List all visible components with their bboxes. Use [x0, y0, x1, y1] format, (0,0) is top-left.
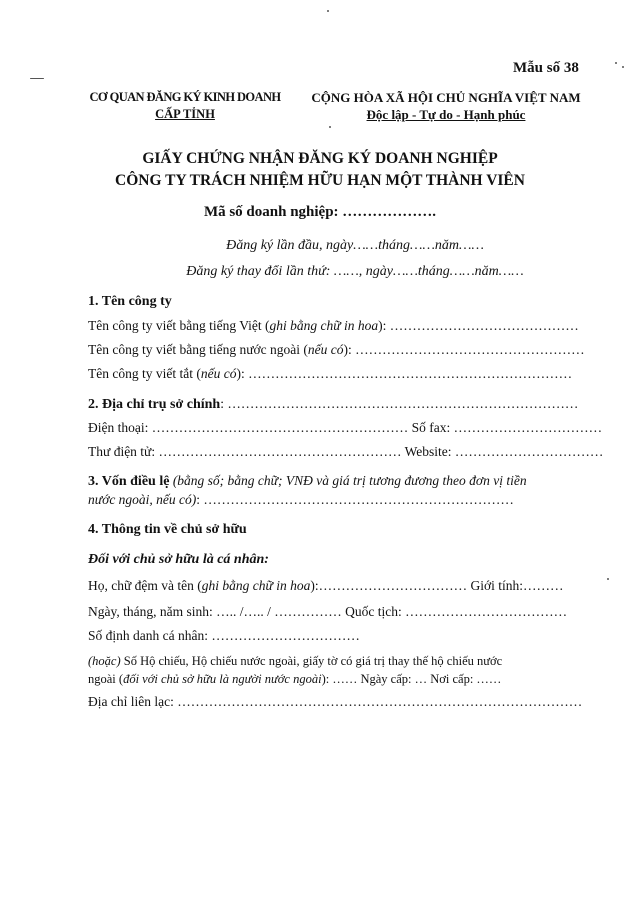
- company-name-foreign: Tên công ty viết bằng tiếng nước ngoài (nếu có): ……………………………………………: [88, 342, 585, 357]
- company-name-vn: Tên công ty viết bằng tiếng Việt (ghi bằng chữ in hoa): ……………………………………: [88, 318, 579, 333]
- issuer-line2: CẤP TỈNH: [155, 107, 215, 121]
- owner-name-line: Họ, chữ đệm và tên (ghi bằng chữ in hoa):…………………………… Giới tính:………: [88, 578, 564, 593]
- scan-speck: [607, 578, 609, 580]
- document-title-line2: CÔNG TY TRÁCH NHIỆM HỮU HẠN MỘT THÀNH VIÊN: [115, 172, 525, 189]
- form-number: Mẫu số 38: [513, 60, 579, 76]
- scan-speck: [622, 66, 624, 68]
- individual-owner-heading: Đối với chủ sở hữu là cá nhân:: [88, 552, 269, 567]
- change-registration: Đăng ký thay đổi lần thứ: ……, ngày……tháng……năm……: [186, 264, 524, 279]
- company-name-short: Tên công ty viết tắt (nếu có): ………………………………………………………………: [88, 366, 573, 381]
- issuer-line1: CƠ QUAN ĐĂNG KÝ KINH DOANH: [89, 90, 281, 104]
- section3-line2: nước ngoài, nếu có): ……………………………………………………………: [88, 492, 514, 507]
- republic-motto: Độc lập - Tự do - Hạnh phúc: [366, 107, 526, 122]
- section4-heading: 4. Thông tin về chủ sở hữu: [88, 522, 247, 537]
- section2-heading: 2. Địa chỉ trụ sở chính: ……………………………………………………………………: [88, 396, 579, 412]
- contact-address-line: Địa chỉ liên lạc: ………………………………………………………………………………: [88, 694, 583, 709]
- owner-id-line: Số định danh cá nhân: ……………………………: [88, 628, 360, 643]
- enterprise-code: Mã số doanh nghiệp: ……………….: [203, 204, 437, 220]
- phone-fax-line: Điện thoại: ………………………………………………… Số fax: ……………………………: [88, 420, 603, 435]
- scan-speck: [615, 62, 617, 64]
- email-website-line: Thư điện tử: ……………………………………………… Website: ……………………………: [88, 444, 604, 459]
- owner-dob-line: Ngày, tháng, năm sinh: ….. /….. / …………… Quốc tịch: ………………………………: [88, 604, 568, 619]
- passport-line1: (hoặc) Số Hộ chiếu, Hộ chiếu nước ngoài, giấy tờ có giá trị thay thế hộ chiếu nước: [88, 654, 503, 668]
- first-registration: Đăng ký lần đầu, ngày……tháng……năm……: [226, 238, 484, 253]
- republic-line1: CỘNG HÒA XÃ HỘI CHỦ NGHĨA VIỆT NAM: [311, 90, 581, 105]
- scan-speck: [327, 10, 329, 12]
- section3-line1: 3. Vốn điều lệ (bằng số; bằng chữ; VNĐ và giá trị tương đương theo đơn vị tiền: [88, 473, 527, 489]
- scan-speck: [329, 126, 331, 128]
- section1-heading: 1. Tên công ty: [88, 294, 172, 309]
- passport-line2: ngoài (đối với chủ sở hữu là người nước ngoài): …… Ngày cấp: … Nơi cấp: ……: [88, 672, 502, 686]
- scan-speck: [30, 78, 44, 79]
- document-title-line1: GIẤY CHỨNG NHẬN ĐĂNG KÝ DOANH NGHIỆP: [142, 150, 498, 167]
